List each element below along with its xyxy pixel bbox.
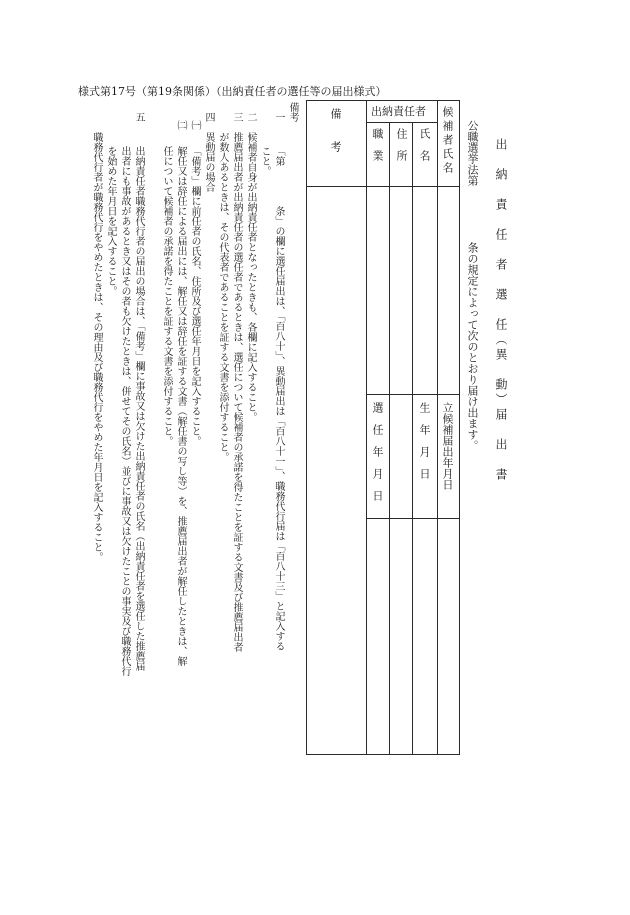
note-1-number: 一	[273, 112, 284, 122]
birthdate-header: 生 年 月 日	[418, 402, 431, 479]
note-4-1-text: 「備考」欄に前任者の氏名、住所及び選任年月日を記入すること。	[189, 146, 200, 446]
note-1-continuation: こと。	[259, 146, 270, 176]
candidate-name-header: 候補者氏名	[441, 106, 454, 176]
note-4-2-text: 解任又は辞任による届出には、解任又は辞任を証する文書（解任書の写し等）を、推薦届出者が解任したときは、解	[175, 146, 186, 666]
note-5-continuation-2: を始めた年月日を記入すること。	[105, 146, 116, 296]
note-5-text: 出納責任者職務代行者の届出の場合は、「備考」欄に事故又は欠けた出納責任者の氏名（出納責任者を選任した推薦届	[133, 146, 144, 671]
note-4-2-number: ㈡	[175, 120, 186, 130]
name-header: 氏 名	[418, 128, 431, 161]
note-4-number: 四	[203, 112, 214, 122]
statement-law-prefix: 公職選挙法第	[466, 120, 479, 186]
note-4-2-continuation: 任について候補者の承諾を得たことを証する文書を添付すること。	[161, 146, 172, 446]
notes-heading: 備考	[287, 102, 298, 122]
candidacy-date-header: 立候補届出年月日	[441, 402, 454, 490]
appointment-date-header: 選 任 年 月 日	[371, 402, 384, 501]
address-header: 住 所	[395, 128, 408, 161]
note-4-text: 異動届の場合	[203, 132, 214, 192]
note-5-continuation-1: 出者にも事故があるとき又はその者も欠けたときは、併せてその氏名）並びに事故又は欠けたことの事実及び職務代行	[119, 146, 130, 676]
note-4-1-number: ㈠	[189, 120, 200, 130]
document-title: 出 納 責 任 者 選 任（異 動）届 出 書	[494, 138, 508, 483]
note-1-text: 「第 条」の欄に選任届出は、「百八十」、異動届出は「百八十一」、職務代行届は「百八十三」と記入する	[273, 146, 284, 651]
note-3-continuation: が数人あるときは、その代表者であることを証する文書を添付すること。	[217, 132, 228, 462]
form-caption: 様式第17号（第19条関係）（出納責任者の選任等の届出様式）	[78, 85, 387, 98]
treasurer-header: 出納責任者	[371, 105, 426, 118]
note-2-number: 二	[245, 112, 256, 122]
note-2-text: 候補者自身が出納責任者となったときも、各欄に記入すること。	[245, 132, 256, 422]
occupation-header: 職 業	[371, 128, 384, 161]
note-5-number: 五	[133, 112, 144, 122]
note-5-continuation-3: 職務代行者が職務代行をやめたときは、その理由及び職務代行をやめた年月日を記入すること。	[91, 132, 102, 562]
note-3-number: 三	[231, 112, 242, 122]
statement-text: 条の規定によって次のとおり届け出ます。	[466, 242, 479, 451]
note-3-text: 推薦届出者が出納責任者の選任者であるときは、選任について候補者の承諾を得たことを証する文書及び推薦届出者	[231, 132, 242, 652]
remarks-header: 備 考	[329, 108, 342, 152]
